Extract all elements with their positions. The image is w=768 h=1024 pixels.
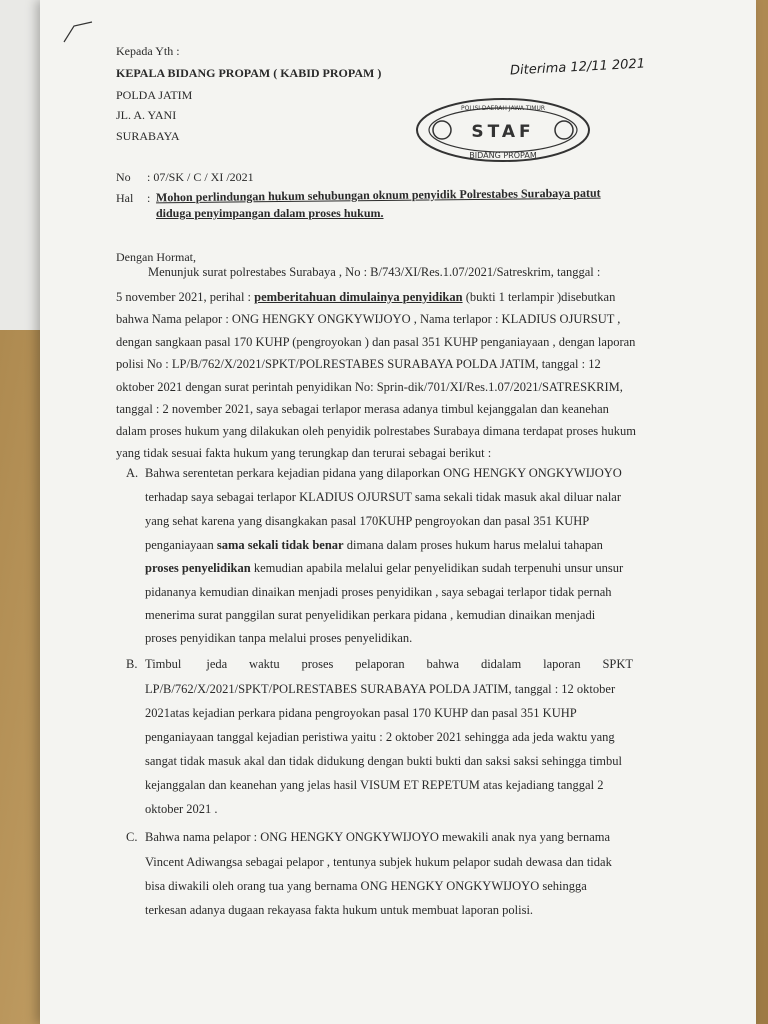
intro-line: dengan sangkaan pasal 170 KUHP (pengroyokan ) dan pasal 351 KUHP penganiayaan , dengan laporan xyxy=(116,335,636,349)
received-handwritten-note: Diterima 12/11 2021 xyxy=(509,56,646,79)
item-a-line: proses penyidikan tanpa melalui proses penyelidikan. xyxy=(145,631,413,645)
item-b-line: oktober 2021 . xyxy=(145,802,218,816)
item-c-line: terkesan adanya dugaan rekayasa fakta hukum untuk membuat laporan polisi. xyxy=(145,903,534,917)
item-c-line: Vincent Adiwangsa sebagai pelapor , tentunya subjek hukum pelapor sudah dewasa dan tidak xyxy=(145,855,612,869)
intro-line: tanggal : 2 november 2021, saya sebagai terlapor merasa adanya timbul kejanggalan dan keanehan xyxy=(116,402,609,416)
item-b-marker: B. xyxy=(126,657,138,671)
recipient-org: POLDA JATIM xyxy=(116,88,193,102)
item-c-marker: C. xyxy=(126,830,138,844)
item-a-line: proses penyelidikan kemudian apabila melalui gelar penyelidikan sudah terpenuhi unsur unsur xyxy=(145,561,624,575)
letter-paper xyxy=(40,0,756,1024)
item-b-line: 2021atas kejadian perkara pidana pengroyokan pasal 170 KUHP dan pasal 351 KUHP xyxy=(145,706,577,720)
stamp-top-text: POLISI DAERAH JAWA TIMUR xyxy=(460,105,546,112)
pen-mark-icon xyxy=(62,16,102,46)
item-a-line: Bahwa serentetan perkara kejadian pidana yang dilaporkan ONG HENGKY ONGKYWIJOYO xyxy=(145,466,622,480)
emblem-left-icon xyxy=(433,121,451,139)
subject-line-2: diduga penyimpangan dalam proses hukum. xyxy=(156,206,384,220)
no-label: No xyxy=(116,170,131,184)
item-a-line: menerima surat panggilan surat penyelidikan perkara pidana , kemudian dinaikan menjadi xyxy=(145,608,596,622)
item-b-line: Timbul jeda waktu proses pelaporan bahwa didalam laporan SPKT xyxy=(145,657,634,671)
item-b-line: sangat tidak masuk akal dan tidak didukung dengan bukti bukti dan saksi saksi sehingga timbul xyxy=(145,754,623,768)
item-b-line: kejanggalan dan keanehan yang jelas hasil VISUM ET REPETUM atas kejadiang tanggal 2 xyxy=(145,778,604,792)
item-b-line: LP/B/762/X/2021/SPKT/POLRESTABES SURABAYA POLDA JATIM, tanggal : 12 oktober xyxy=(145,682,616,696)
intro-line: Menunjuk surat polrestabes Surabaya , No : B/743/XI/Res.1.07/2021/Satreskrim, tanggal : xyxy=(148,265,601,279)
intro-line: polisi No : LP/B/762/X/2021/SPKT/POLRESTABES SURABAYA POLDA JATIM, tanggal : 12 xyxy=(116,357,601,371)
staff-stamp xyxy=(414,96,592,164)
item-a-line: yang sehat karena yang disangkakan pasal 170KUHP pengroyokan dan pasal 351 KUHP xyxy=(145,514,590,528)
item-c-line: bisa diwakili oleh orang tua yang bernama ONG HENGKY ONGKYWIJOYO sehingga xyxy=(145,879,587,893)
subject-line-1: Mohon perlindungan hukum sehubungan oknum penyidik Polrestabes Surabaya patut xyxy=(155,185,601,205)
item-b-line: penganiayaan tanggal kejadian peristiwa yaitu : 2 oktober 2021 sehingga ada jeda waktu yang xyxy=(145,730,615,744)
intro-line: yang tidak sesuai fakta hukum yang terungkap dan terurai sebagai berikut : xyxy=(116,446,492,460)
recipient-city: SURABAYA xyxy=(116,129,180,143)
item-a-line: penganiayaan sama sekali tidak benar dimana dalam proses hukum harus melalui tahapan xyxy=(145,538,603,552)
stamp-bottom-text: BIDANG PROPAM xyxy=(469,151,537,160)
item-a-marker: A. xyxy=(126,466,139,480)
no-value: : 07/SK / C / XI /2021 xyxy=(147,170,254,184)
hal-label: Hal xyxy=(116,191,134,205)
stamp-center-text: STAF xyxy=(471,122,535,142)
emblem-right-icon xyxy=(555,121,573,139)
intro-line: oktober 2021 dengan surat perintah penyidikan No: Sprin-dik/701/XI/Res.1.07/2021/SATRESKRIM, xyxy=(116,380,623,394)
recipient-title: KEPALA BIDANG PROPAM ( KABID PROPAM ) xyxy=(116,66,382,80)
greeting: Dengan Hormat, xyxy=(116,250,196,264)
item-a-line: pidananya kemudian dinaikan menjadi proses penyidikan , saya sebagai terlapor tidak pernah xyxy=(145,585,612,599)
intro-line: dalam proses hukum yang dilakukan oleh penyidik polrestabes Surabaya dimana terdapat proses hukum xyxy=(116,424,637,438)
item-c-line: Bahwa nama pelapor : ONG HENGKY ONGKYWIJOYO mewakili anak nya yang bernama xyxy=(145,830,611,844)
intro-line: bahwa Nama pelapor : ONG HENGKY ONGKYWIJOYO , Nama terlapor : KLADIUS OJURSUT , xyxy=(116,312,621,326)
item-a-line: terhadap saya sebagai terlapor KLADIUS OJURSUT sama sekali tidak masuk akal diluar nalar xyxy=(145,490,622,504)
recipient-street: JL. A. YANI xyxy=(116,108,177,122)
intro-line: 5 november 2021, perihal : pemberitahuan dimulainya penyidikan (bukti 1 terlampir )disebutkan xyxy=(116,290,616,304)
salutation: Kepada Yth : xyxy=(116,44,180,58)
hal-colon: : xyxy=(147,191,151,205)
